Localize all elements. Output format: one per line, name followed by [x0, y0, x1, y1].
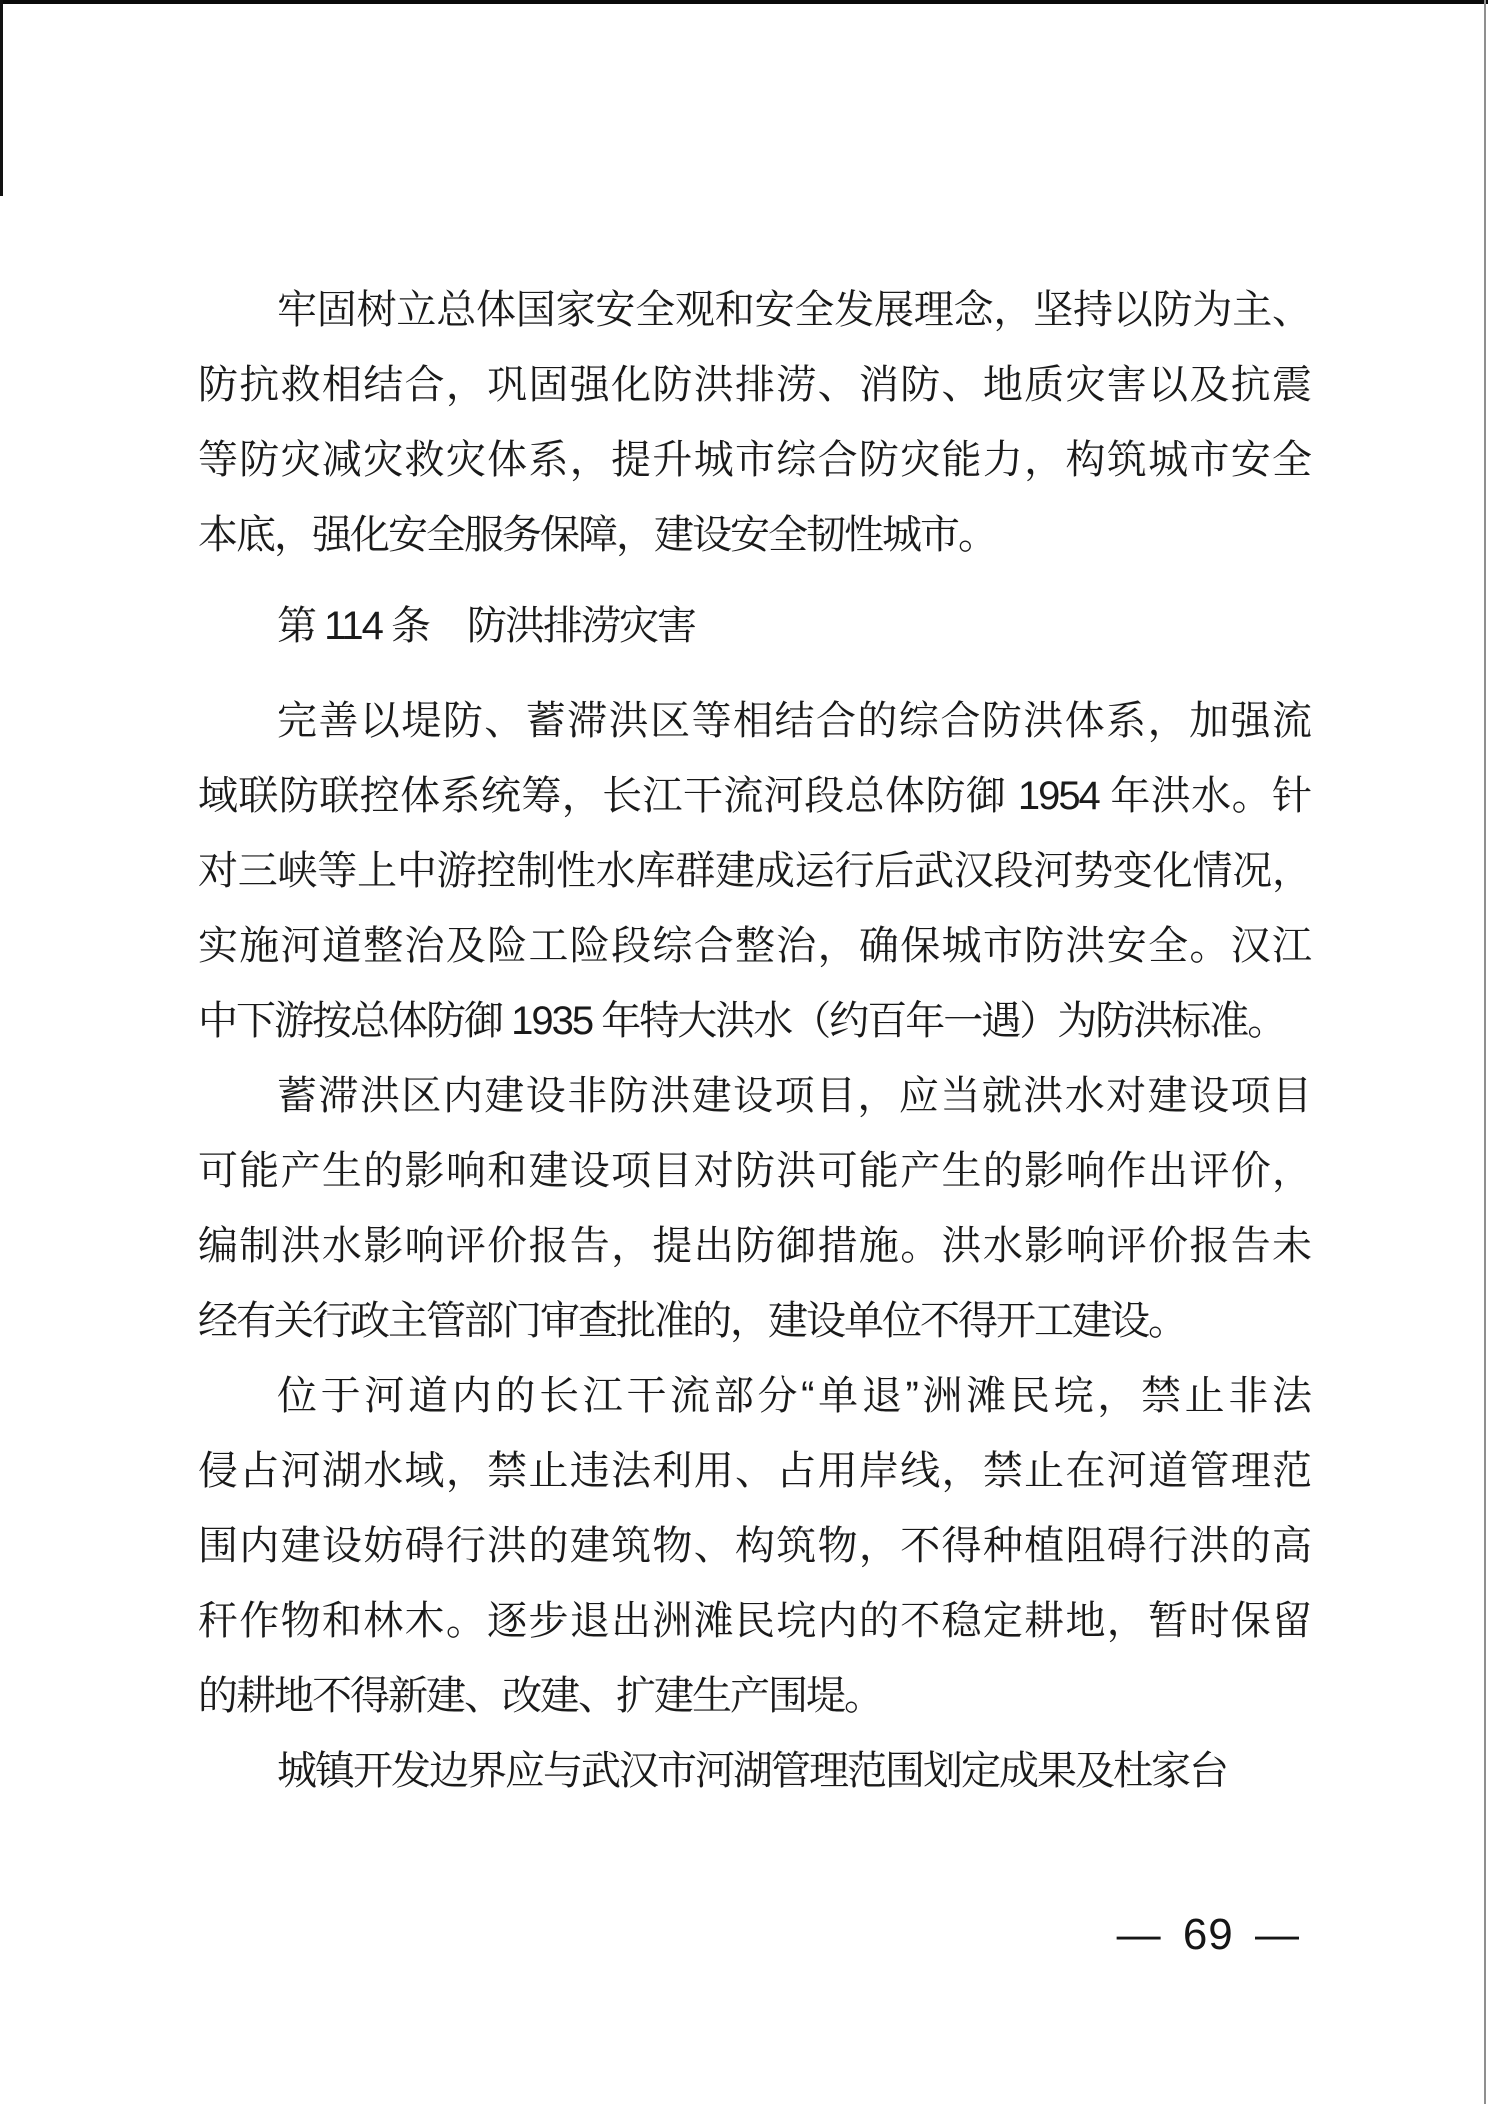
text-line: 域联防联控体系统筹，长江干流河段总体防御 1954 年洪水。针 — [198, 774, 1310, 818]
text-line: 蓄滞洪区内建设非防洪建设项目，应当就洪水对建设项目 — [277, 1074, 1310, 1118]
scan-edge-left — [0, 0, 3, 196]
text-line: 等防灾减灾救灾体系，提升城市综合防灾能力，构筑城市安全 — [198, 438, 1310, 482]
text-line: 城镇开发边界应与武汉市河湖管理范围划定成果及杜家台 — [277, 1749, 1227, 1793]
paragraph — [198, 1059, 1310, 1359]
text-line: 围内建设妨碍行洪的建筑物、构筑物，不得种植阻碍行洪的高 — [198, 1524, 1310, 1568]
text-line: 实施河道整治及险工险段综合整治，确保城市防洪安全。汉江 — [198, 924, 1310, 968]
section-heading: 第 114 条 防洪排涝灾害 — [277, 604, 695, 648]
text-line: 位于河道内的长江干流部分“单退”洲滩民垸，禁止非法 — [277, 1374, 1310, 1418]
text-line: 防抗救相结合，巩固强化防洪排涝、消防、地质灾害以及抗震 — [198, 363, 1310, 407]
text-line: 本底，强化安全服务保障，建设安全韧性城市。 — [198, 513, 996, 557]
page-number-text: — 69 — — [1116, 1910, 1300, 1959]
paragraph — [198, 273, 1310, 573]
text-line: 中下游按总体防御 1935 年特大洪水（约百年一遇）为防洪标准。 — [198, 999, 1286, 1043]
text-line: 牢固树立总体国家安全观和安全发展理念，坚持以防为主、 — [277, 288, 1310, 332]
paragraph — [198, 684, 1310, 1059]
text-line: 的耕地不得新建、改建、扩建生产围堤。 — [198, 1674, 882, 1718]
text-line: 完善以堤防、蓄滞洪区等相结合的综合防洪体系，加强流 — [277, 699, 1310, 743]
document-body — [198, 0, 1310, 1809]
paragraph — [198, 1734, 1310, 1809]
text-line: 秆作物和林木。逐步退出洲滩民垸内的不稳定耕地，暂时保留 — [198, 1599, 1310, 1643]
text-line: 对三峡等上中游控制性水库群建成运行后武汉段河势变化情况， — [198, 849, 1310, 893]
page-number — [1117, 1910, 1300, 1960]
text-line: 侵占河湖水域，禁止违法利用、占用岸线，禁止在河道管理范 — [198, 1449, 1310, 1493]
scan-edge-right — [1484, 0, 1486, 2104]
text-line: 经有关行政主管部门审查批准的，建设单位不得开工建设。 — [198, 1299, 1186, 1343]
text-line: 可能产生的影响和建设项目对防洪可能产生的影响作出评价， — [198, 1149, 1310, 1193]
text-line: 编制洪水影响评价报告，提出防御措施。洪水影响评价报告未 — [198, 1224, 1310, 1268]
paragraph — [198, 1359, 1310, 1734]
